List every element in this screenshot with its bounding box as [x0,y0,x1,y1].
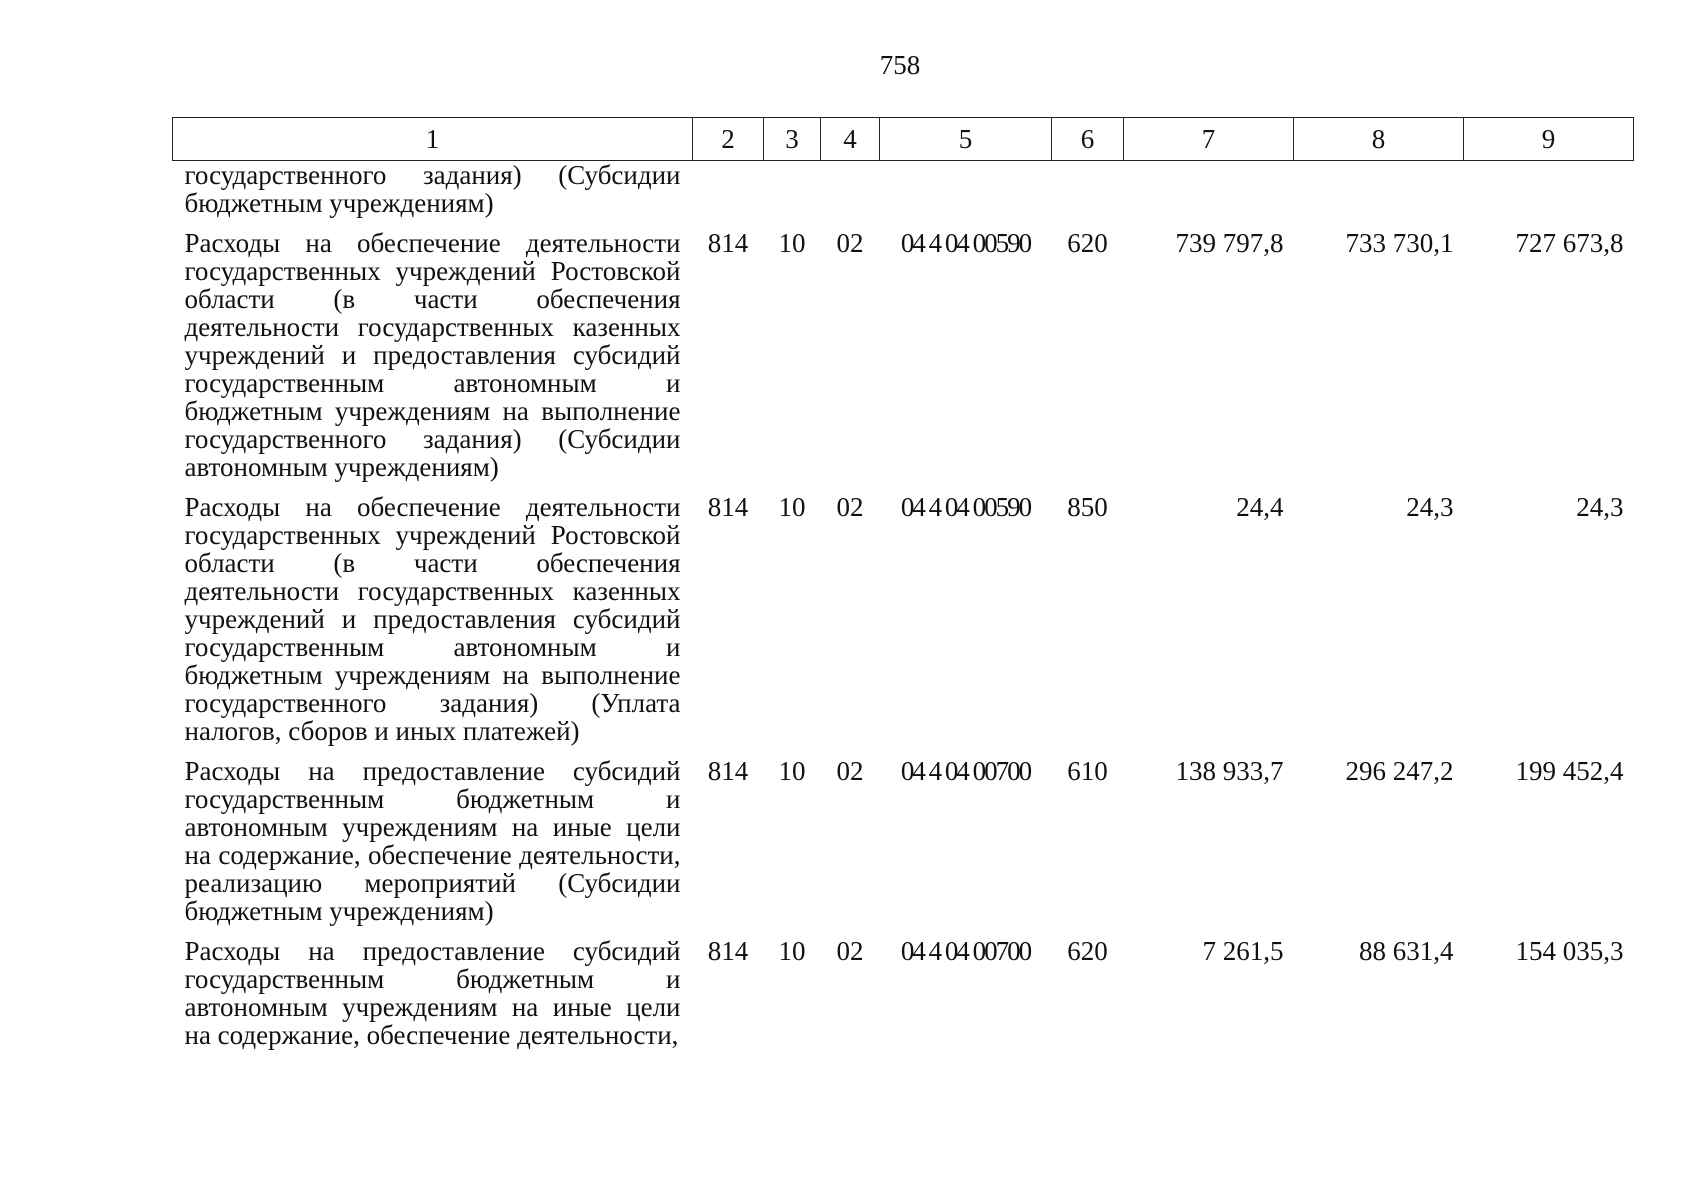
header-col-8: 8 [1294,118,1464,161]
row-ministry-code [693,161,764,230]
row-amount-2: 296 247,2 [1345,756,1454,786]
row-amount-3: 727 673,8 [1515,228,1624,258]
row-amount-2: 88 631,4 [1359,936,1454,966]
header-col-4: 4 [821,118,880,161]
row-subsection-code: 02 [836,492,864,522]
table-row [173,937,1634,1061]
row-amount-3: 199 452,4 [1515,756,1624,786]
row-amount-2 [1294,161,1464,230]
row-amount-1: 138 933,7 [1175,756,1284,786]
header-col-1: 1 [173,118,693,161]
header-col-7: 7 [1124,118,1294,161]
row-expense-type: 610 [1067,756,1108,786]
budget-table [172,117,1634,1061]
page-number: 758 [879,50,921,80]
table-row [173,229,1634,493]
row-ministry-code: 814 [707,936,749,966]
row-description: Расходы на предоставление субсидий государственным бюджетным и автономным учреждениям на иные цели на содержание, обеспечение деятельности, [184,936,681,1050]
header-col-6: 6 [1052,118,1124,161]
row-target-article: 04 4 04 00590 [900,228,1031,258]
header-col-9: 9 [1464,118,1634,161]
row-expense-type: 620 [1067,228,1108,258]
row-expense-type: 620 [1067,936,1108,966]
row-amount-1: 7 261,5 [1202,936,1284,966]
row-ministry-code: 814 [707,756,749,786]
row-amount-1: 24,4 [1236,492,1284,522]
row-section-code [764,161,821,230]
row-section-code: 10 [778,492,806,522]
row-amount-3 [1464,161,1634,230]
header-col-3: 3 [764,118,821,161]
row-expense-type: 850 [1067,492,1108,522]
row-amount-1 [1124,161,1294,230]
row-expense-type [1052,161,1124,230]
table-row [173,493,1634,757]
header-col-2: 2 [693,118,764,161]
row-description: Расходы на обеспечение деятельности государственных учреждений Ростовской области (в части обеспечения деятельности государственных казенных учреждений и предоставления субсидий государственным автономным и бюджетным учреждениям на выполнение государственного задания) (Уплата налогов, сборов и иных платежей) [184,492,681,746]
row-subsection-code [821,161,880,230]
row-amount-3: 154 035,3 [1515,936,1624,966]
row-section-code: 10 [778,228,806,258]
table-header-row [173,118,1634,161]
row-target-article: 04 4 04 00590 [900,492,1031,522]
row-description: Расходы на обеспечение деятельности государственных учреждений Ростовской области (в части обеспечения деятельности государственных казенных учреждений и предоставления субсидий государственным автономным и бюджетным учреждениям на выполнение государственного задания) (Субсидии автономным учреждениям) [184,228,681,482]
row-target-article [880,161,1052,230]
row-target-article: 04 4 04 00700 [900,936,1031,966]
row-section-code: 10 [778,936,806,966]
row-subsection-code: 02 [836,936,864,966]
table-row [173,757,1634,937]
row-amount-1: 739 797,8 [1175,228,1284,258]
row-subsection-code: 02 [836,756,864,786]
row-target-article: 04 4 04 00700 [900,756,1031,786]
header-col-5: 5 [880,118,1052,161]
table-row [173,161,1634,230]
row-ministry-code: 814 [707,228,749,258]
row-amount-2: 733 730,1 [1345,228,1454,258]
row-amount-3: 24,3 [1576,492,1624,522]
row-amount-2: 24,3 [1406,492,1454,522]
row-description: государственного задания) (Субсидии бюджетным учреждениям) [184,160,681,218]
row-section-code: 10 [778,756,806,786]
row-subsection-code: 02 [836,228,864,258]
row-description: Расходы на предоставление субсидий государственным бюджетным и автономным учреждениям на иные цели на содержание, обеспечение деятельности, реализацию мероприятий (Субсидии бюджетным учреждениям) [184,756,681,926]
row-ministry-code: 814 [707,492,749,522]
